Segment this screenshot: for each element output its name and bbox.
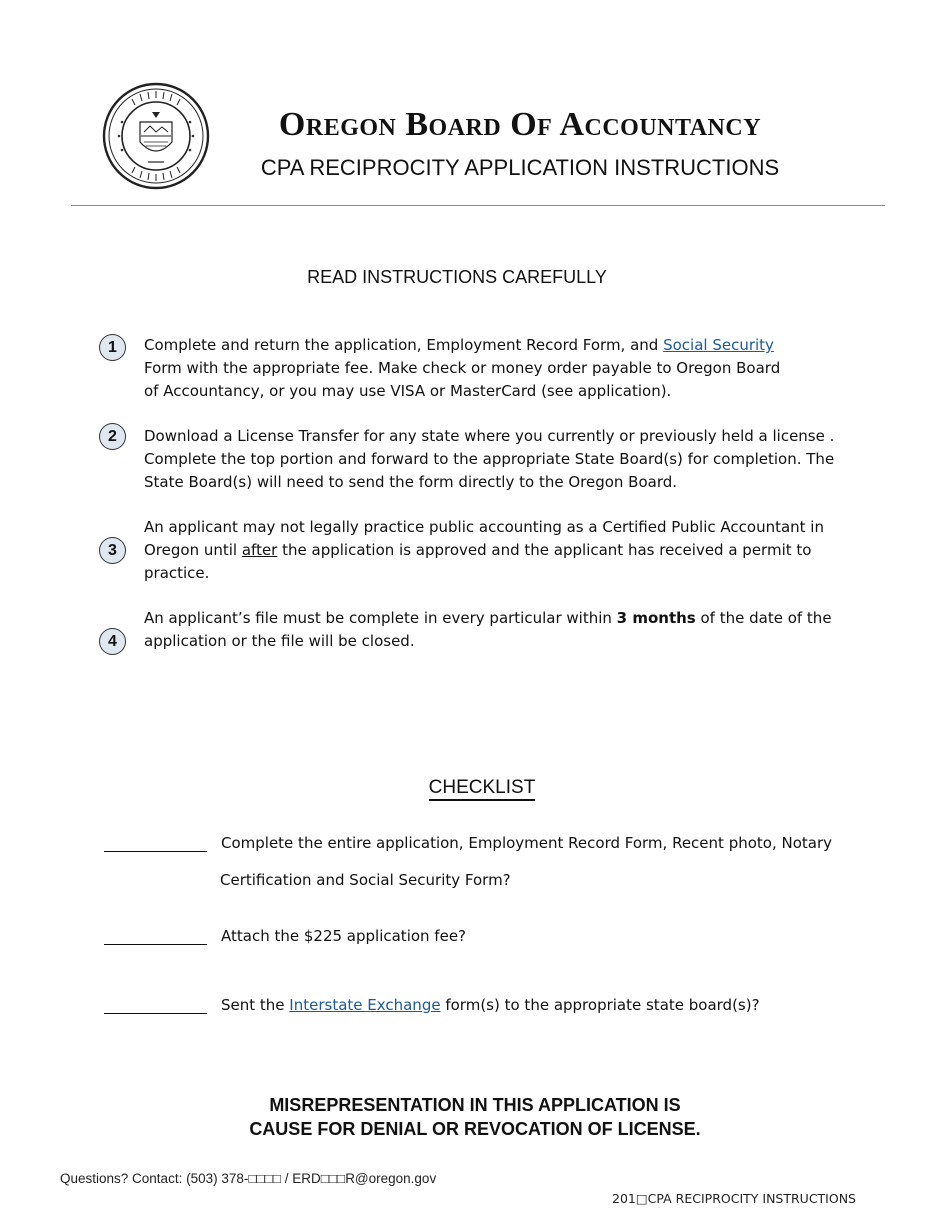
instruction-item [144,334,864,403]
bold-text: 3 months [616,609,696,627]
document-footer-id: 201□CPA RECIPROCITY INSTRUCTIONS [612,1191,856,1206]
instruction-text: Oregon until [144,541,242,559]
header-divider [71,205,885,206]
checklist-item-text: Attach the $225 application fee? [221,927,467,945]
checklist-blank-line[interactable] [104,851,207,852]
instruction-item [144,607,864,653]
instruction-line [144,607,864,630]
document-title: CPA RECIPROCITY APPLICATION INSTRUCTIONS [260,155,780,180]
instruction-item [144,425,864,494]
instruction-text: the application is approved and the applicant has received a permit to [277,541,812,559]
contact-info: Questions? Contact: (503) 378-□□□□ / ERD□□□R@oregon.gov [60,1171,437,1186]
instruction-line: An applicant may not legally practice public accounting as a Certified Public Accountant in [144,518,824,536]
instruction-line [144,334,864,357]
instruction-text: of the date of the [695,609,832,627]
instruction-line: Complete the top portion and forward to the appropriate State Board(s) for completion. The [144,450,835,468]
instruction-line: application or the file will be closed. [144,632,415,650]
underlined-text: after [241,541,278,559]
warning-line: CAUSE FOR DENIAL OR REVOCATION OF LICENSE. [249,1119,701,1139]
checklist-text: Sent the [221,996,290,1014]
step-number-badge: 1 [99,334,126,361]
step-number-badge: 2 [99,423,126,450]
social-security-link[interactable]: Social Security [663,336,774,354]
checklist-blank-line[interactable] [104,1013,207,1014]
instruction-line: Download a License Transfer for any state where you currently or previously held a license . [144,427,835,445]
checklist-heading-text: CHECKLIST [429,777,536,801]
instruction-item [144,516,864,585]
instruction-text: An applicant’s file must be complete in every particular within [144,609,617,627]
instruction-text: Complete and return the application, Employment Record Form, and [144,336,664,354]
checklist-item-text: Certification and Social Security Form? [220,871,511,889]
board-name: Oregon Board Of Accountancy [278,106,762,143]
instructions-heading: READ INSTRUCTIONS CAREFULLY [307,267,607,287]
checklist-item-text [221,996,881,1014]
checklist-blank-line[interactable] [104,944,207,945]
checklist-heading [330,777,634,799]
warning-line: MISREPRESENTATION IN THIS APPLICATION IS [269,1095,681,1115]
checklist-item-text: Complete the entire application, Employment Record Form, Recent photo, Notary [221,834,833,852]
step-number-badge: 4 [99,628,126,655]
checklist-text: form(s) to the appropriate state board(s)? [440,996,760,1014]
interstate-exchange-link[interactable]: Interstate Exchange [289,996,441,1014]
instruction-line: practice. [144,564,210,582]
instruction-line: State Board(s) will need to send the form directly to the Oregon Board. [144,473,678,491]
instruction-line: of Accountancy, or you may use VISA or MasterCard (see application). [144,382,672,400]
step-number-badge: 3 [99,537,126,564]
instruction-line [144,539,864,562]
instruction-line: Form with the appropriate fee. Make check or money order payable to Oregon Board [144,359,781,377]
